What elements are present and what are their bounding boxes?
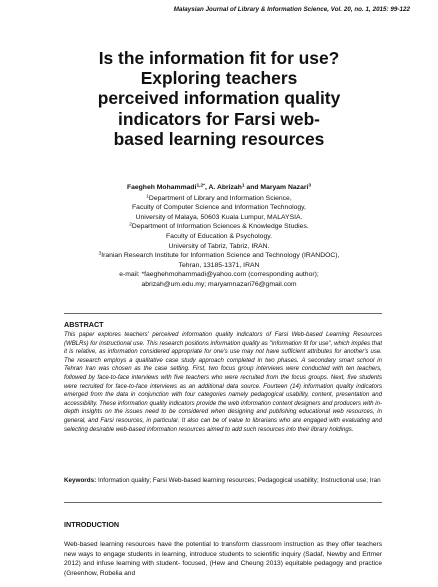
affiliation-text: Department of Information Sciences & Knowledge Studies. [131, 223, 309, 231]
abstract-top-rule [64, 313, 382, 314]
introduction-line: Web-based learning resources have the potential to transform classroom instruction as [64, 541, 324, 548]
affiliation-marker: 1 [146, 194, 149, 199]
abstract-line: setting. First, two focus group interviews were conducted with ten teachers, followed by face-to-face [64, 366, 382, 381]
affiliation-marker: 2 [129, 222, 132, 228]
introduction-line: they offer teachers new ways to engage students in learning, introduce students to [64, 541, 382, 558]
introduction-line: scientific inquiry (Sadaf, Newby and Ertmer 2012) and infuse learning with student- [64, 550, 382, 568]
abstract-line: information content designers and producers with in-depth insights on the issues need to be [64, 400, 382, 416]
abstract-line: selecting desirable web-based information resources aimed to add such resources into their library [64, 426, 328, 433]
title-line: based learning resources [113, 128, 325, 149]
abstract-line: This paper explores teachers' perceived information quality indicators of Farsi Web-based Learning [64, 332, 350, 338]
affiliation-marker: 3 [98, 251, 102, 257]
email-line: e-mail: *faeghehmohammadi@yahoo.com (corresponding author); [119, 271, 319, 279]
abstract-line: fit for use", which implies that it is relative, as information considered appropriate for one's use may [64, 340, 382, 356]
abstract-line: recruited for face-to-face interviews as an additional data source. Fourteen (14) information quality [79, 383, 354, 390]
author-name: Faegheh Mohammadi [126, 184, 197, 191]
introduction-line: focused, (Hew and Cheung 2013) equitable pedagogy and practice (Greenhow, Robelia and [64, 560, 382, 577]
author-affiliation-marker: 1,2* [196, 183, 205, 189]
title-line: perceived information quality [97, 88, 341, 109]
title-line: indicators for Farsi web- [118, 108, 320, 129]
abstract-line: Resources (WBLRs) for instructional use. This research positions information quality as "information [64, 332, 382, 347]
author-list [40, 183, 398, 193]
introduction-heading: INTRODUCTION [64, 520, 120, 529]
author-affiliation-marker: 1 [241, 183, 245, 189]
abstract-bottom-rule [64, 502, 382, 503]
abstract-line: interviews with five teachers who were recruited from the focus groups. Next, five students were [64, 374, 383, 390]
abstract-line: indicators emerged from the data in conjunction with four categories namely pedagogical usability, [64, 383, 382, 399]
affiliation-line: Faculty of Computer Science and Information Technology, [132, 204, 306, 212]
abstract-line: content, presentation and accessibility. These information quality indicators provide the web [64, 392, 383, 407]
author-name: , A. Abrizah [204, 184, 242, 191]
introduction-body [64, 540, 382, 578]
keywords [64, 476, 382, 485]
abstract-heading: ABSTRACT [64, 320, 104, 329]
journal-header: Malaysian Journal of Library & Information Science, Vol. 20, no. 1, 2015: 99-122 [173, 6, 410, 13]
affiliation-line [40, 251, 398, 261]
title-line: Exploring teachers [140, 68, 298, 89]
affiliation-line [40, 222, 398, 232]
abstract-line: approach completed in two phases. A secondary smart school in Tehran Iran was chosen as the case [64, 357, 382, 373]
email-line: abrizah@um.edu.my; maryamnazari76@gmail.com [141, 280, 297, 288]
affiliation-text: Department of Library and Information Science, [148, 194, 292, 202]
abstract-line: holdings. [329, 426, 354, 433]
author-name: and Maryam Nazari [244, 184, 309, 191]
affiliation-line: University of Tabriz, Tabriz, IRAN. [168, 242, 270, 250]
keywords-text: Information quality; Farsi Web-based learning resources; Pedagogical usability; Instructional use; Iran [96, 477, 381, 484]
affiliation-line: Tehran, 13185-1371, IRAN [178, 261, 260, 269]
abstract-body [64, 331, 382, 434]
keywords-label: Keywords: [64, 477, 97, 484]
author-block [40, 183, 398, 290]
paper-title [40, 48, 398, 149]
title-line: Is the information fit for use? [98, 48, 340, 68]
affiliation-line: University of Malaya, 50603 Kuala Lumpur, MALAYSIA. [135, 213, 303, 221]
abstract-line: resources, in particular. It also can be of value to librarians who are engaged with evaluating and [115, 417, 382, 424]
affiliation-text: Iranian Research Institute for Information Science and Technology (IRANDOC), [101, 252, 340, 260]
abstract-line: considered when designing and publishing educational web resources, in general, and Farsi [64, 409, 382, 424]
author-affiliation-marker: 3 [308, 183, 312, 189]
affiliation-line [40, 194, 398, 204]
affiliation-line: Faculty of Education & Psychology. [165, 232, 273, 240]
abstract-line: not have sufficient attributes for another's use. The research employs a qualitative case study [64, 349, 382, 364]
